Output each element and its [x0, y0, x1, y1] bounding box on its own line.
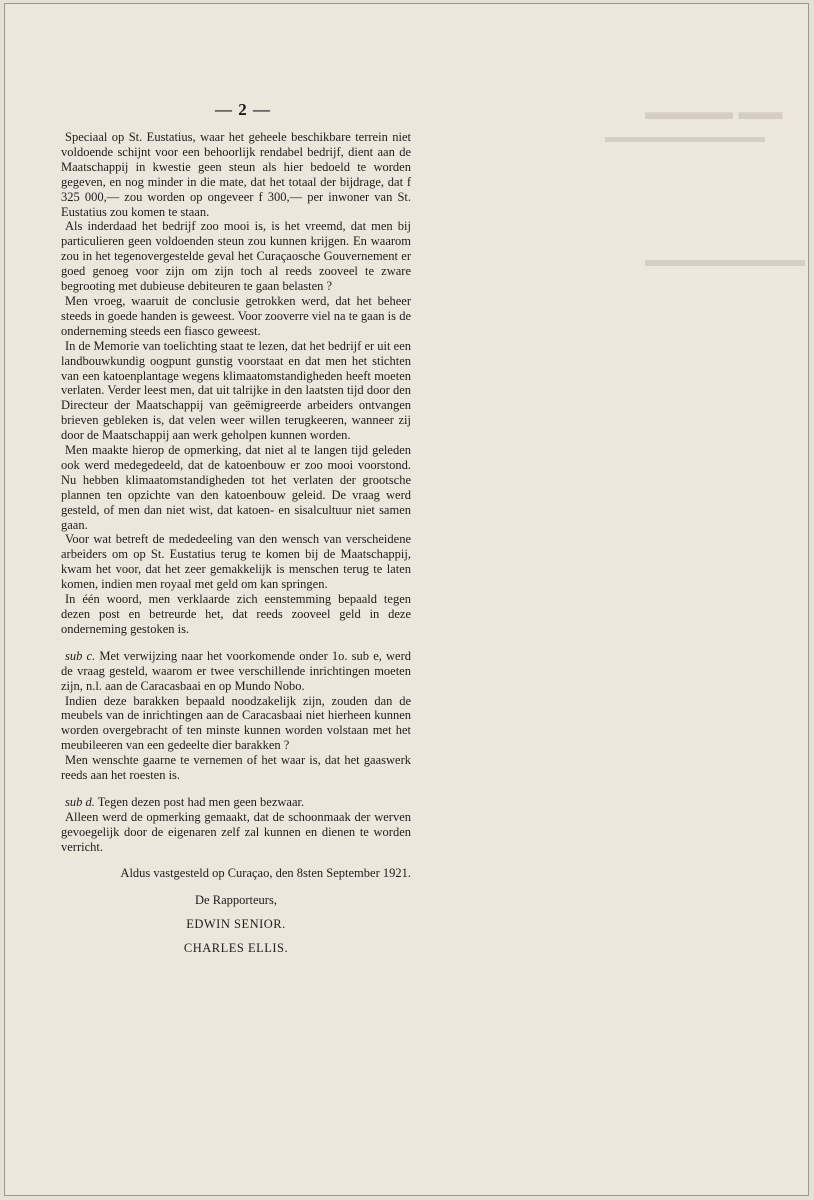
paragraph: Men maakte hierop de opmerking, dat niet al te langen tijd geleden ook werd medegedeeld, dat de katoenbouw er zoo mooi voorstond. Nu hebben klimaatomstandigheden tot het verlaten der grootsche plannen ten opzichte van den katoenbouw geleid. De vraag werd gesteld, of men dan niet wist, dat katoen- en sisalcultuur niet samen gaan. [61, 443, 411, 532]
paragraph: Als inderdaad het bedrijf zoo mooi is, is het vreemd, dat men bij particulieren geen voldoenden steun zou kunnen krijgen. En waarom zou in het tegenovergestelde geval het Curaçaosche Gouvernement er goed genoeg voor zijn om zijn toch al reeds zooveel te zware begrooting met dubieuse debiteuren te gaan belasten ? [61, 219, 411, 294]
sub-label: sub c. [65, 648, 96, 663]
document-page [4, 3, 809, 1196]
paragraph: Men vroeg, waaruit de conclusie getrokken werd, dat het beheer steeds in goede handen is geweest. Voor zooverre viel na te gaan is de onderneming steeds een fiasco geweest. [61, 293, 411, 338]
show-through-mark: ▬▬▬▬▬▬▬▬ [645, 249, 805, 271]
paragraph: Indien deze barakken bepaald noodzakelijk zijn, zouden dan de meubels van de inrichtingen aan de Caracasbaai niet hierheen kunnen worden overgebracht of ten minste kunnen worden volstaan met het meubileeren van een gedeelte dier barakken ? [61, 693, 411, 753]
page-number: — 2 — [215, 100, 271, 119]
paragraph-sub-d: sub d. Tegen dezen post had men geen bezwaar. [65, 794, 305, 809]
closing-line: Aldus vastgesteld op Curaçao, den 8sten September 1921. [120, 866, 411, 880]
show-through-mark: ▬▬▬▬ ▬▬ [645, 99, 783, 124]
paragraph: Speciaal op St. Eustatius, waar het geheele beschikbare terrein niet voldoende schijnt voor een behoorlijk rendabel bedrijf, dient aan de Maatschappij in kwestie geen steun als hier bedoeld te worden gegeven, en nog minder in die mate, dat het totaal der bijdrage, dat f 325 000,— zou worden op ongeveer f 300,— per inwoner van St. Eustatius zou komen te staan. [61, 130, 411, 219]
paragraph-sub-c: sub c. Met verwijzing naar het voorkomende onder 1o. sub e, werd de vraag gesteld, waarom er twee verschillende inrichtingen moeten zijn, n.l. aan de Caracasbaai en op Mundo Nobo. [61, 648, 412, 693]
signatory-name: EDWIN SENIOR. [186, 917, 286, 931]
show-through-mark: ▬▬▬▬▬▬▬▬▬▬ [605, 129, 765, 146]
body-text [61, 130, 411, 855]
signatory-name: CHARLES ELLIS. [183, 941, 289, 955]
paragraph: In één woord, men verklaarde zich eenstemming bepaald tegen dezen post en betreurde het, dat reeds zooveel geld in deze onderneming gestoken is. [61, 592, 411, 636]
paragraph: Alleen werd de opmerking gemaakt, dat de schoonmaak der werven gevoegelijk door de eigenaren zelf zal kunnen en dienen te worden verricht. [61, 809, 411, 854]
rapporteurs-label: De Rapporteurs, [195, 893, 277, 907]
paragraph: In de Memorie van toelichting staat te lezen, dat het bedrijf er uit een landbouwkundig oogpunt gunstig voorstaat en dat men het stichten van een katoenplantage wegens klimaatomstandigheden heeft moeten verlaten. Verder leest men, dat uit talrijke in den laatsten tijd door den Directeur der Maatschappij van geëmigreerde arbeiders ontvangen brieven gebleken is, dat velen weer willen terugkeeren, wanneer zij door de Maatschappij aan werk geholpen kunnen worden. [61, 338, 411, 443]
paragraph: Voor wat betreft de mededeeling van den wensch van verscheidene arbeiders om op St. Eustatius terug te komen bij de Maatschappij, kwam het voor, dat het zeer gemakkelijk is menschen terug te laten komen, indien men royaal met geld om kan springen. [61, 532, 411, 592]
sub-label: sub d. [65, 794, 95, 809]
paragraph: Men wenschte gaarne te vernemen of het waar is, dat het gaaswerk reeds aan het roesten is. [61, 753, 411, 783]
